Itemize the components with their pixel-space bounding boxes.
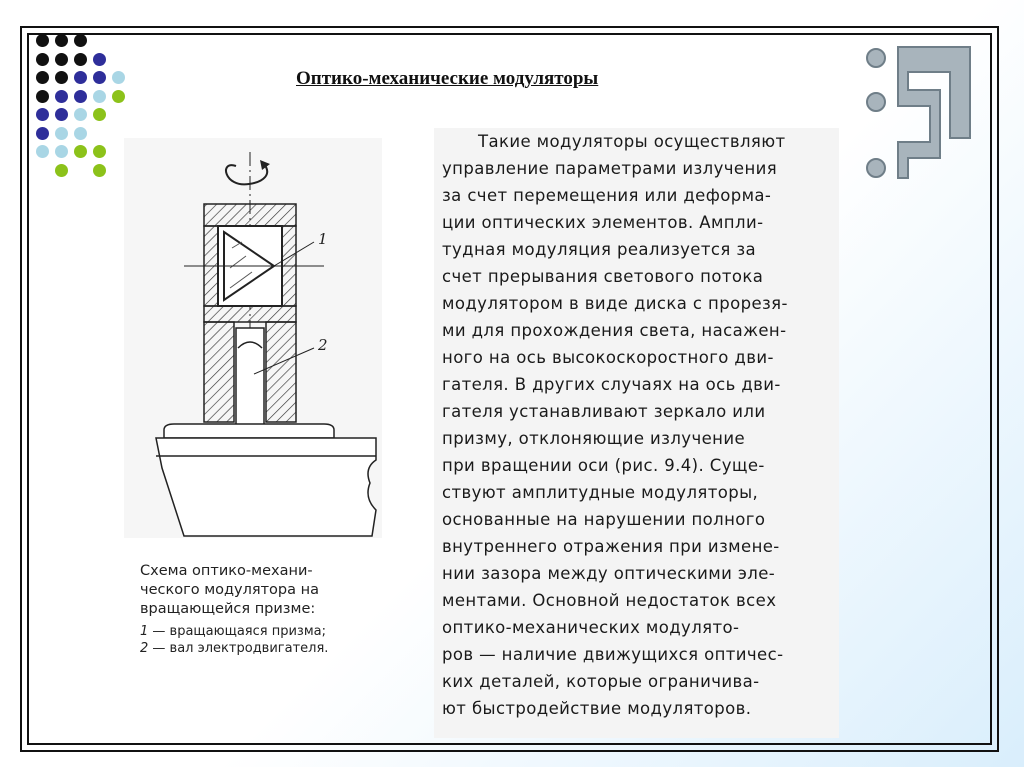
- label-shaft-number: 2: [318, 336, 328, 354]
- legend-item-prism: 1 — вращающаяся призма;: [140, 624, 326, 639]
- decorative-dot: [112, 90, 125, 103]
- decorative-dot: [55, 34, 68, 47]
- body-text-line: при вращении оси (рис. 9.4). Суще-: [442, 456, 765, 475]
- decorative-dot: [36, 90, 49, 103]
- motor-shaft: [236, 328, 264, 432]
- body-text-line: ции оптических элементов. Ампли-: [442, 213, 764, 232]
- figure-caption: [140, 562, 400, 657]
- decorative-dot: [36, 145, 49, 158]
- decorative-dot: [55, 90, 68, 103]
- decorative-dot: [74, 34, 87, 47]
- body-text-line: тудная модуляция реализуется за: [442, 240, 757, 259]
- decorative-dot: [74, 145, 87, 158]
- body-text-line: ментами. Основной недостаток всех: [442, 591, 777, 610]
- logo-circle-bottom: [867, 159, 885, 177]
- body-text-line: оптико-механических модулято-: [442, 618, 740, 637]
- body-text-line: счет прерывания светового потока: [442, 267, 764, 286]
- decorative-dot: [93, 71, 106, 84]
- body-text-line: за счет перемещения или деформа-: [442, 186, 772, 205]
- legend-item-shaft: 2 — вал электродвигателя.: [140, 641, 329, 656]
- modulator-diagram: [124, 138, 382, 538]
- decorative-dot: [74, 53, 87, 66]
- decorative-dot: [36, 71, 49, 84]
- body-text-line: Такие модуляторы осуществляют: [478, 132, 786, 151]
- logo-shape: [898, 47, 970, 178]
- decorative-dot: [36, 34, 49, 47]
- caption-legend: [140, 623, 400, 657]
- label-prism-number: 1: [318, 230, 328, 248]
- decorative-dot: [55, 71, 68, 84]
- caption-line: вращающейся призме:: [140, 601, 316, 617]
- decorative-dot: [93, 164, 106, 177]
- decorative-dot: [93, 90, 106, 103]
- decorative-dot: [74, 127, 87, 140]
- body-text-block: [434, 128, 839, 738]
- decorative-dot: [36, 108, 49, 121]
- body-text-line: нии зазора между оптическими эле-: [442, 564, 776, 583]
- decorative-dot: [55, 145, 68, 158]
- body-text-line: ного на ось высокоскоростного дви-: [442, 348, 774, 367]
- logo-circle-middle: [867, 93, 885, 111]
- body-text-line: модулятором в виде диска с прорезя-: [442, 294, 788, 313]
- body-text-line: ров — наличие движущихся оптичес-: [442, 645, 784, 664]
- page-title: Оптико-механические модуляторы: [296, 68, 599, 89]
- caption-line: Схема оптико-механи-: [140, 563, 313, 579]
- body-text-line: управление параметрами излучения: [442, 159, 778, 178]
- body-text-line: ми для прохождения света, насажен-: [442, 321, 787, 340]
- decorative-dot: [74, 108, 87, 121]
- decorative-dot: [74, 71, 87, 84]
- decorative-dot: [36, 53, 49, 66]
- decorative-dot: [93, 108, 106, 121]
- body-text-line: основанные на нарушении полного: [442, 510, 766, 529]
- body-text-line: внутреннего отражения при измене-: [442, 537, 780, 556]
- body-text-line: ют быстродействие модуляторов.: [442, 699, 752, 718]
- decorative-dot: [55, 108, 68, 121]
- decorative-dot: [93, 145, 106, 158]
- decorative-dot: [55, 127, 68, 140]
- caption-line: ческого модулятора на: [140, 582, 319, 598]
- body-text-line: ствуют амплитудные модуляторы,: [442, 483, 759, 502]
- body-text-line: гателя. В других случаях на ось дви-: [442, 375, 781, 394]
- body-text-line: призму, отклоняющие излучение: [442, 429, 746, 448]
- decorative-dot: [36, 127, 49, 140]
- logo-circle-top: [867, 49, 885, 67]
- body-text-line: ких деталей, которые ограничива-: [442, 672, 760, 691]
- decorative-logo-icon: [862, 42, 982, 188]
- body-text-line: гателя устанавливают зеркало или: [442, 402, 766, 421]
- decorative-dot: [55, 53, 68, 66]
- decorative-dot: [93, 53, 106, 66]
- decorative-dot: [74, 90, 87, 103]
- decorative-dot: [55, 164, 68, 177]
- decorative-dot: [112, 71, 125, 84]
